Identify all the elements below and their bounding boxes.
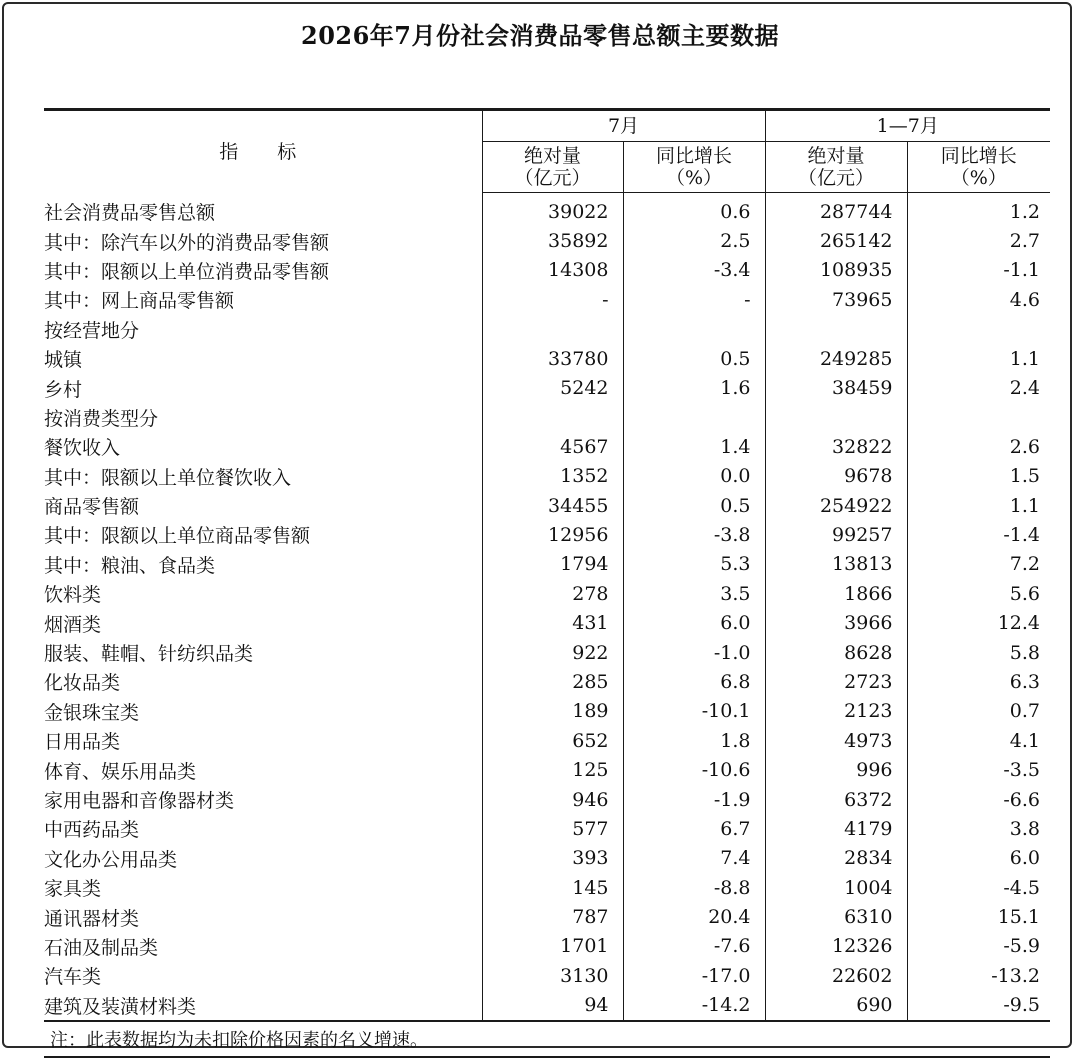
cell-month-absolute	[482, 403, 623, 432]
cell-cumulative-yoy: 1.5	[1009, 465, 1040, 488]
table-row	[44, 785, 1050, 814]
cell-cumulative-absolute: 1004	[765, 873, 907, 902]
cell-cumulative-absolute: 108935	[765, 256, 907, 285]
cell-cumulative-absolute: 3966	[765, 608, 907, 637]
cell-cumulative-absolute: 6310	[765, 902, 907, 931]
table-row	[44, 667, 1050, 696]
cell-cumulative-absolute: 287744	[765, 193, 907, 227]
cell-cumulative-yoy: -13.2	[991, 964, 1040, 987]
cell-month-absolute: 14308	[482, 256, 623, 285]
row-label: 其中：限额以上单位餐饮收入	[44, 462, 482, 491]
cell-cumulative-yoy: 2.4	[1009, 377, 1040, 400]
row-label: 烟酒类	[44, 608, 482, 637]
row-label: 按消费类型分	[44, 403, 482, 432]
row-label: 家具类	[44, 873, 482, 902]
cell-cumulative-yoy: 1.1	[1009, 494, 1040, 517]
cell-month-absolute: 34455	[482, 491, 623, 520]
row-label: 城镇	[44, 344, 482, 373]
cell-cumulative-yoy: 12.4	[997, 612, 1040, 635]
row-label: 其中：限额以上单位商品零售额	[44, 520, 482, 549]
header-month-absolute	[482, 142, 623, 193]
cell-month-yoy: 1.4	[623, 432, 765, 461]
table-row	[44, 902, 1050, 931]
cell-cumulative-absolute: 4973	[765, 726, 907, 755]
row-label: 乡村	[44, 373, 482, 402]
cell-month-yoy: -3.8	[623, 520, 765, 549]
cell-cumulative-absolute: 2834	[765, 844, 907, 873]
table-row	[44, 726, 1050, 755]
cell-month-yoy: 6.8	[623, 667, 765, 696]
cell-cumulative-yoy: -1.1	[1003, 259, 1040, 282]
cell-cumulative-absolute	[765, 403, 907, 432]
row-label: 按经营地分	[44, 315, 482, 344]
cell-cumulative-yoy: 1.2	[1009, 200, 1040, 223]
cell-cumulative-yoy	[907, 403, 1050, 432]
cell-cumulative-absolute: 6372	[765, 785, 907, 814]
table-row	[44, 638, 1050, 667]
table-row	[44, 579, 1050, 608]
cell-month-yoy: 6.7	[623, 814, 765, 843]
cell-cumulative-yoy: 5.8	[1009, 641, 1040, 664]
row-label: 汽车类	[44, 961, 482, 990]
row-label: 石油及制品类	[44, 932, 482, 961]
cell-cumulative-yoy: -5.9	[1003, 935, 1040, 958]
cell-month-yoy: 3.5	[623, 579, 765, 608]
table-row	[44, 608, 1050, 637]
cell-cumulative-yoy: 0.7	[1009, 700, 1040, 723]
table-row	[44, 226, 1050, 255]
header-abs-label: 绝对量	[807, 145, 865, 167]
table-row	[44, 755, 1050, 784]
cell-cumulative-yoy: -1.4	[1003, 523, 1040, 546]
table-row	[44, 403, 1050, 432]
cell-month-yoy: -1.9	[623, 785, 765, 814]
header-month-yoy	[623, 142, 765, 193]
cell-month-absolute: 431	[482, 608, 623, 637]
cell-cumulative-absolute: 2723	[765, 667, 907, 696]
cell-cumulative-absolute: 4179	[765, 814, 907, 843]
row-label: 体育、娱乐用品类	[44, 755, 482, 784]
cell-month-absolute: 922	[482, 638, 623, 667]
cell-month-yoy: 7.4	[623, 844, 765, 873]
cell-cumulative-yoy: -6.6	[1003, 788, 1040, 811]
table-row	[44, 520, 1050, 549]
table-row	[44, 193, 1050, 227]
header-cumulative-absolute	[765, 142, 907, 193]
row-label: 其中：粮油、食品类	[44, 550, 482, 579]
cell-month-yoy: -3.4	[623, 256, 765, 285]
cell-month-absolute: 4567	[482, 432, 623, 461]
row-label: 建筑及装潢材料类	[44, 991, 482, 1021]
header-yoy-unit: （%）	[665, 167, 723, 189]
row-label: 金银珠宝类	[44, 697, 482, 726]
cell-month-absolute: 285	[482, 667, 623, 696]
cell-cumulative-absolute: 12326	[765, 932, 907, 961]
row-label: 化妆品类	[44, 667, 482, 696]
cell-cumulative-yoy: 7.2	[1009, 553, 1040, 576]
table-row	[44, 697, 1050, 726]
cell-month-absolute: 145	[482, 873, 623, 902]
retail-sales-table	[44, 108, 1050, 1058]
row-label: 日用品类	[44, 726, 482, 755]
header-yoy-label: 同比增长	[655, 145, 732, 167]
cell-month-yoy	[623, 315, 765, 344]
cell-month-yoy: -7.6	[623, 932, 765, 961]
cell-cumulative-absolute: 249285	[765, 344, 907, 373]
header-abs-label: 绝对量	[523, 145, 581, 167]
cell-cumulative-absolute: 22602	[765, 961, 907, 990]
cell-cumulative-yoy: 2.7	[1009, 230, 1040, 253]
cell-cumulative-yoy: -3.5	[1003, 759, 1040, 782]
cell-month-yoy: -8.8	[623, 873, 765, 902]
cell-cumulative-absolute: 13813	[765, 550, 907, 579]
table-row	[44, 961, 1050, 990]
cell-month-absolute: 278	[482, 579, 623, 608]
cell-cumulative-yoy: 2.6	[1009, 435, 1040, 458]
cell-month-yoy: -	[623, 285, 765, 314]
table-row	[44, 844, 1050, 873]
cell-cumulative-yoy: 3.8	[1009, 817, 1040, 840]
cell-month-absolute: 652	[482, 726, 623, 755]
cell-month-yoy: 1.8	[623, 726, 765, 755]
cell-month-yoy: 20.4	[623, 902, 765, 931]
cell-cumulative-yoy: 4.1	[1009, 729, 1040, 752]
cell-cumulative-yoy	[907, 315, 1050, 344]
cell-cumulative-absolute: 73965	[765, 285, 907, 314]
table-row	[44, 991, 1050, 1021]
cell-month-yoy: 0.5	[623, 491, 765, 520]
cell-cumulative-absolute: 99257	[765, 520, 907, 549]
cell-month-absolute: 1352	[482, 462, 623, 491]
cell-month-yoy: 5.3	[623, 550, 765, 579]
cell-cumulative-absolute: 996	[765, 755, 907, 784]
cell-month-absolute: 787	[482, 902, 623, 931]
cell-month-absolute: 5242	[482, 373, 623, 402]
table-row	[44, 550, 1050, 579]
table-row	[44, 873, 1050, 902]
header-abs-unit: （亿元）	[797, 167, 874, 189]
cell-month-yoy: -10.1	[623, 697, 765, 726]
cell-cumulative-absolute: 38459	[765, 373, 907, 402]
cell-cumulative-absolute: 32822	[765, 432, 907, 461]
cell-cumulative-yoy: -4.5	[1003, 876, 1040, 899]
cell-month-yoy: 0.6	[623, 193, 765, 227]
header-indicator: 指 标	[44, 110, 482, 193]
document-title: 2026年7月份社会消费品零售总额主要数据	[301, 21, 779, 50]
cell-cumulative-absolute	[765, 315, 907, 344]
table-row	[44, 491, 1050, 520]
cell-cumulative-yoy: 6.0	[1009, 847, 1040, 870]
cell-cumulative-absolute: 2123	[765, 697, 907, 726]
cell-month-yoy	[623, 403, 765, 432]
table-row	[44, 256, 1050, 285]
cell-month-absolute	[482, 315, 623, 344]
cell-month-absolute: 125	[482, 755, 623, 784]
row-label: 其中：网上商品零售额	[44, 285, 482, 314]
cell-month-absolute: 35892	[482, 226, 623, 255]
row-label: 服装、鞋帽、针纺织品类	[44, 638, 482, 667]
table-body	[44, 193, 1050, 1021]
table-row	[44, 315, 1050, 344]
cell-cumulative-yoy: 4.6	[1009, 288, 1040, 311]
cell-cumulative-absolute: 8628	[765, 638, 907, 667]
row-label: 通讯器材类	[44, 902, 482, 931]
cell-month-yoy: 6.0	[623, 608, 765, 637]
row-label: 文化办公用品类	[44, 844, 482, 873]
cell-month-absolute: 12956	[482, 520, 623, 549]
cell-cumulative-absolute: 9678	[765, 462, 907, 491]
cell-month-absolute: 946	[482, 785, 623, 814]
cell-month-absolute: 1794	[482, 550, 623, 579]
header-yoy-unit: （%）	[950, 167, 1007, 189]
header-group-month: 7月	[482, 110, 765, 142]
cell-cumulative-yoy: -9.5	[1003, 994, 1040, 1017]
cell-month-absolute: -	[482, 285, 623, 314]
table-row	[44, 285, 1050, 314]
header-abs-unit: （亿元）	[514, 167, 591, 189]
table-row	[44, 373, 1050, 402]
cell-month-absolute: 393	[482, 844, 623, 873]
cell-month-yoy: 2.5	[623, 226, 765, 255]
header-yoy-label: 同比增长	[940, 145, 1017, 167]
cell-cumulative-absolute: 254922	[765, 491, 907, 520]
cell-month-yoy: -17.0	[623, 961, 765, 990]
cell-month-absolute: 39022	[482, 193, 623, 227]
cell-cumulative-yoy: 5.6	[1009, 582, 1040, 605]
table-row	[44, 932, 1050, 961]
row-label: 其中：除汽车以外的消费品零售额	[44, 226, 482, 255]
cell-cumulative-yoy: 6.3	[1009, 670, 1040, 693]
header-cumulative-yoy	[907, 142, 1050, 193]
cell-month-absolute: 1701	[482, 932, 623, 961]
cell-cumulative-absolute: 265142	[765, 226, 907, 255]
cell-month-yoy: -14.2	[623, 991, 765, 1021]
cell-cumulative-absolute: 690	[765, 991, 907, 1021]
cell-month-absolute: 189	[482, 697, 623, 726]
footnote: 注：此表数据均为未扣除价格因素的名义增速。	[44, 1021, 1050, 1057]
cell-month-yoy: -1.0	[623, 638, 765, 667]
cell-month-yoy: 0.0	[623, 462, 765, 491]
cell-cumulative-yoy: 1.1	[1009, 347, 1040, 370]
header-group-cumulative: 1—7月	[765, 110, 1050, 142]
row-label: 其中：限额以上单位消费品零售额	[44, 256, 482, 285]
cell-cumulative-absolute: 1866	[765, 579, 907, 608]
table-row	[44, 462, 1050, 491]
table-row	[44, 814, 1050, 843]
cell-month-yoy: 1.6	[623, 373, 765, 402]
cell-cumulative-yoy: 15.1	[997, 906, 1040, 929]
row-label: 家用电器和音像器材类	[44, 785, 482, 814]
row-label: 饮料类	[44, 579, 482, 608]
cell-month-absolute: 3130	[482, 961, 623, 990]
table-row	[44, 432, 1050, 461]
row-label: 餐饮收入	[44, 432, 482, 461]
cell-month-absolute: 33780	[482, 344, 623, 373]
cell-month-yoy: -10.6	[623, 755, 765, 784]
cell-month-yoy: 0.5	[623, 344, 765, 373]
table-row	[44, 344, 1050, 373]
cell-month-absolute: 94	[482, 991, 623, 1021]
row-label: 社会消费品零售总额	[44, 193, 482, 227]
row-label: 商品零售额	[44, 491, 482, 520]
row-label: 中西药品类	[44, 814, 482, 843]
cell-month-absolute: 577	[482, 814, 623, 843]
